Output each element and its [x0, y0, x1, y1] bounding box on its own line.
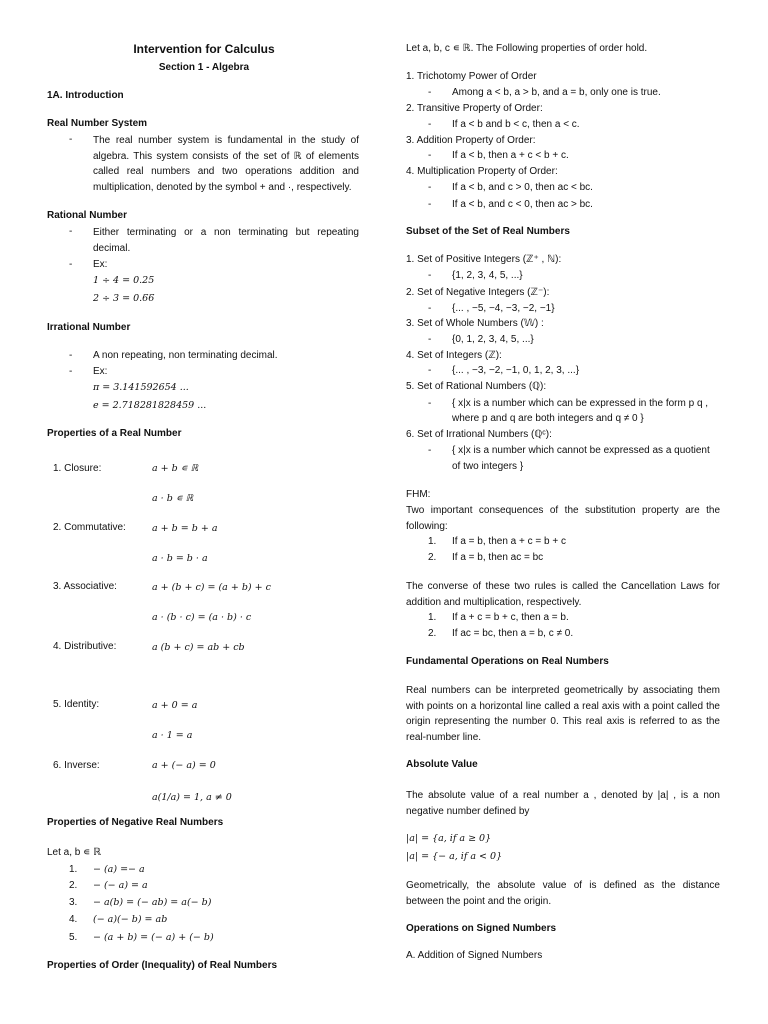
bullet-dash: -	[69, 259, 73, 270]
list-number: 4.	[69, 914, 78, 925]
property-equation: a + b ∊ ℝ	[152, 463, 199, 474]
list-number: 1.	[69, 864, 78, 875]
subset-elements: {... , −5, −4, −3, −2, −1}	[452, 303, 555, 314]
intro-heading: 1A. Introduction	[47, 90, 124, 101]
negative-property-equation: (− a)(− b) = ab	[93, 914, 168, 925]
property-commutative-label: 2. Commutative:	[53, 522, 126, 533]
converse-item: If ac = bc, then a = b, c ≠ 0.	[452, 628, 574, 639]
bullet-dash: -	[428, 199, 432, 210]
negative-property-equation: − a(b) = (− ab) = a(− b)	[93, 897, 212, 908]
subset-heading: Subset of the Set of Real Numbers	[406, 226, 570, 237]
property-equation: a + 0 = a	[152, 700, 198, 711]
converse-item: If a + c = b + c, then a = b.	[452, 612, 569, 623]
bullet-dash: -	[428, 270, 432, 281]
property-distributive-label: 4. Distributive:	[53, 641, 117, 652]
fhm-item: If a = b, then ac = bc	[452, 552, 544, 563]
subset-elements: {0, 1, 2, 3, 4, 5, ...}	[452, 334, 534, 345]
absolute-value-definition: |a| = {a, if a ≥ 0}	[406, 833, 492, 844]
subset-elements: {1, 2, 3, 4, 5, ...}	[452, 270, 523, 281]
subset-elements: of two integers }	[452, 461, 524, 472]
document-title: Intervention for Calculus	[133, 42, 275, 56]
bullet-dash: -	[69, 226, 73, 237]
list-number: 2.	[428, 552, 437, 563]
property-closure-label: 1. Closure:	[53, 463, 102, 474]
fhm-label: FHM:	[406, 489, 431, 500]
rational-example-1: 1 ÷ 4 = 0.25	[93, 275, 155, 286]
bullet-dash: -	[428, 398, 432, 409]
bullet-dash: -	[428, 334, 432, 345]
absolute-value-heading: Absolute Value	[406, 759, 478, 770]
fundamental-operations-heading: Fundamental Operations on Real Numbers	[406, 656, 609, 667]
bullet-dash: -	[69, 350, 73, 361]
fhm-item: If a = b, then a + c = b + c	[452, 536, 566, 547]
subset-elements: { x|x is a number which cannot be expressed as a quotient	[452, 445, 710, 456]
order-item-text: If a < b and b < c, then a < c.	[452, 119, 580, 130]
order-item-text: Among a < b, a > b, and a = b, only one is true.	[452, 87, 661, 98]
section-title: Section 1 - Algebra	[158, 62, 250, 73]
paragraph-line: The real number system is fundamental in the study of	[93, 135, 359, 146]
paragraph-line: Geometrically, the absolute value of is defined as the distance	[406, 880, 720, 891]
fundamental-paragraph	[406, 683, 720, 745]
fhm-paragraph	[406, 503, 720, 534]
list-number: 2.	[428, 628, 437, 639]
rational-example-2: 2 ÷ 3 = 0.6̅6̅	[93, 293, 155, 304]
subset-label: 2. Set of Negative Integers (ℤ⁻):	[406, 287, 550, 298]
subset-label: 3. Set of Whole Numbers (𝕎) :	[406, 318, 544, 329]
list-number: 5.	[69, 932, 78, 943]
irrational-ex-label: Ex:	[93, 366, 108, 377]
property-identity-label: 5. Identity:	[53, 699, 100, 710]
order-properties-heading: Properties of Order (Inequality) of Real Numbers	[47, 960, 278, 971]
paragraph-line: between the point and the origin.	[406, 895, 552, 907]
bullet-dash: -	[428, 303, 432, 314]
order-item-label: 3. Addition Property of Order:	[406, 135, 536, 146]
irrational-number-heading: Irrational Number	[47, 322, 131, 333]
subset-label: 4. Set of Integers (ℤ):	[406, 350, 502, 361]
property-equation: a + (b + c) = (a + b) + c	[152, 582, 271, 593]
property-associative-label: 3. Associative:	[53, 581, 117, 592]
property-equation: a · b ∊ ℝ	[152, 493, 194, 504]
bullet-dash: -	[428, 365, 432, 376]
order-item-label: 1. Trichotomy Power of Order	[406, 71, 537, 82]
paragraph-line: multiplication, denoted by the symbol + and ·, respectively.	[93, 181, 352, 193]
rational-ex-label: Ex:	[93, 259, 108, 270]
absolute-value-definition: |a| = {− a, if a < 0}	[406, 851, 503, 862]
paragraph-line: The converse of these two rules is called the Cancellation Laws for	[406, 581, 720, 592]
bullet-dash: -	[428, 150, 432, 161]
irrational-definition: A non repeating, non terminating decimal.	[93, 350, 278, 361]
property-equation: a · 1 = a	[152, 730, 193, 741]
negative-property-equation: − (− a) = a	[93, 880, 148, 891]
order-item-text: If a < b, and c < 0, then ac > bc.	[452, 199, 593, 210]
paragraph-line: following:	[406, 520, 448, 532]
bullet-dash: -	[428, 445, 432, 456]
subset-elements: where p and q are both integers and q ≠ 0 }	[452, 413, 644, 424]
absolute-value-paragraph	[406, 788, 720, 819]
property-equation: a · (b · c) = (a · b) · c	[152, 612, 252, 623]
irrational-example-e: e = 2.718281828459 ...	[93, 400, 207, 411]
paragraph-line: addition and multiplication, respectively.	[406, 596, 582, 608]
subset-elements: { x|x is a number which can be expressed in the form p q ,	[452, 398, 709, 409]
paragraph-line: Either terminating or a non terminating but repeating	[93, 227, 359, 238]
signed-numbers-heading: Operations on Signed Numbers	[406, 923, 557, 934]
property-equation: a · b = b · a	[152, 553, 208, 564]
bullet-dash: -	[69, 366, 73, 377]
property-equation: a + (− a) = 0	[152, 760, 216, 771]
order-item-label: 2. Transitive Property of Order:	[406, 103, 543, 114]
paragraph-line: Two important consequences of the substitution property are the	[406, 505, 720, 516]
bullet-dash: -	[428, 182, 432, 193]
property-equation: a + b = b + a	[152, 523, 218, 534]
property-equation: a (b + c) = ab + cb	[152, 642, 245, 653]
paragraph-line: real-number line.	[406, 731, 482, 743]
paragraph-line: Real numbers can be interpreted geometrically by associating them	[406, 685, 720, 696]
converse-paragraph	[406, 579, 720, 610]
bullet-dash: -	[428, 119, 432, 130]
paragraph-line: called real numbers and two operations addition and	[93, 166, 359, 178]
paragraph-line: The absolute value of a real number a , denoted by |a| , is a non	[406, 790, 720, 801]
list-number: 2.	[69, 880, 78, 891]
property-inverse-label: 6. Inverse:	[53, 760, 100, 771]
paragraph-line: negative number defined by	[406, 805, 530, 817]
paragraph-line: algebra. This system consists of the set of ℝ of elements	[93, 150, 359, 162]
properties-heading: Properties of a Real Number	[47, 428, 182, 439]
addition-signed-numbers: A. Addition of Signed Numbers	[406, 950, 543, 961]
paragraph-line: origin representing the number 0. This real axis is referred to as the	[406, 716, 720, 728]
list-number: 3.	[69, 897, 78, 908]
subset-label: 1. Set of Positive Integers (ℤ⁺ , ℕ):	[406, 254, 562, 265]
order-item-text: If a < b, and c > 0, then ac < bc.	[452, 182, 593, 193]
list-number: 1.	[428, 536, 437, 547]
irrational-example-pi: π = 3.141592654 ...	[93, 382, 189, 393]
rational-number-paragraph	[93, 225, 359, 256]
real-number-system-paragraph	[93, 133, 359, 195]
negative-let-line: Let a, b ∊ ℝ	[47, 847, 102, 858]
paragraph-line: decimal.	[93, 242, 131, 254]
subset-label: 5. Set of Rational Numbers (ℚ):	[406, 381, 547, 392]
bullet-dash: -	[428, 87, 432, 98]
list-number: 1.	[428, 612, 437, 623]
real-number-system-heading: Real Number System	[47, 118, 148, 129]
negative-property-equation: − (a) =− a	[93, 864, 145, 875]
negative-property-equation: − (a + b) = (− a) + (− b)	[93, 932, 214, 943]
order-let-line: Let a, b, c ∊ ℝ. The Following properties of order hold.	[406, 43, 648, 54]
rational-number-heading: Rational Number	[47, 210, 128, 221]
paragraph-line: with points on a horizontal line called a real axis with a point called the	[406, 700, 720, 712]
property-equation: a(1/a) = 1, a ≠ 0	[152, 792, 232, 803]
bullet-dash: -	[69, 134, 73, 145]
order-item-text: If a < b, then a + c < b + c.	[452, 150, 569, 161]
subset-elements: {... , −3, −2, −1, 0, 1, 2, 3, ...}	[452, 365, 580, 376]
subset-label: 6. Set of Irrational Numbers (ℚᶜ):	[406, 429, 552, 440]
negative-properties-heading: Properties of Negative Real Numbers	[47, 817, 224, 828]
order-item-label: 4. Multiplication Property of Order:	[406, 166, 558, 177]
geometric-paragraph	[406, 878, 720, 909]
